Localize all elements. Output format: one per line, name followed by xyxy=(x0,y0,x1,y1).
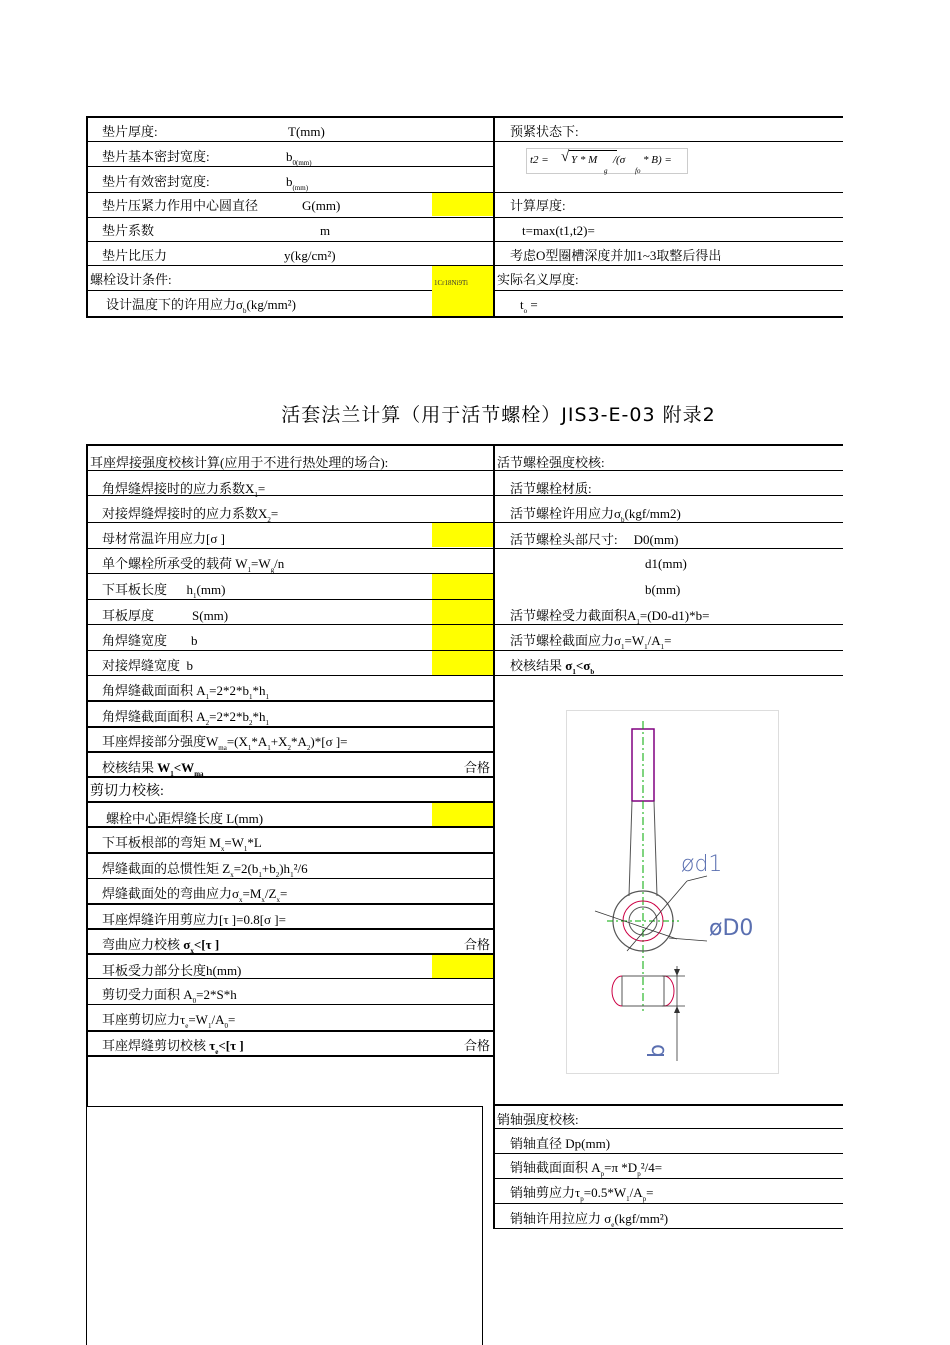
input-cell-L[interactable] xyxy=(432,803,493,826)
gasket-center-diameter-unit: G(mm) xyxy=(302,198,341,213)
hinge-bolt-d1: d1(mm) xyxy=(645,556,687,571)
dim-d1-label: ød1 xyxy=(681,852,723,877)
shear-check-heading: 剪切力校核: xyxy=(90,784,164,799)
hinge-bolt-drawing xyxy=(566,710,779,1074)
dim-b-label: b xyxy=(644,1044,670,1058)
gasket-pressure-label: 垫片比压力 xyxy=(102,248,168,263)
base-metal-stress: 母材常温许用应力[σ ] xyxy=(102,531,225,546)
gasket-factor-label: 垫片系数 xyxy=(102,223,155,238)
hinge-bolt-check: 校核结果 $\sigma_1<\sigma_b$ xyxy=(510,658,595,676)
check-result-3-status: 合格 xyxy=(464,1038,491,1053)
shear-stress: 耳座剪切应力$\tau_e=W_1/A_0=$ xyxy=(102,1012,236,1030)
hinge-bolt-area: 活节螺栓受力截面积$A_1=(D0-d1)*b=$ xyxy=(510,608,710,626)
hinge-bolt-heading: 活节螺栓强度校核: xyxy=(497,455,605,470)
hinge-bolt-allowable: 活节螺栓许用应力$\sigma_b(kgf/mm2)$ xyxy=(510,506,681,524)
check-result-2-status: 合格 xyxy=(464,937,491,952)
check-result-1-status: 合格 xyxy=(464,760,491,775)
formula-t2: t2 = √ Y * M g /(σ fo * B) = xyxy=(526,148,688,174)
bending-stress: 焊缝截面处的弯曲应力$\sigma_x=M_x/Z_x=$ xyxy=(102,886,288,904)
gasket-effective-width-unit: $b_{(mm)}$ xyxy=(286,174,309,192)
input-cell-material[interactable] xyxy=(432,266,493,316)
gasket-factor-unit: m xyxy=(320,223,331,238)
fillet-area-1: 角焊缝截面面积 $A_1=2*2*b_1*h_1$ xyxy=(102,683,269,701)
pin-diameter: 销轴直径 Dp(mm) xyxy=(510,1136,611,1151)
gasket-basic-width-label: 垫片基本密封宽度: xyxy=(102,149,210,164)
pin-allowable-tension: 销轴许用拉应力 $\sigma_e(kgf/mm^2)$ xyxy=(510,1211,669,1229)
input-cell-h1[interactable] xyxy=(432,574,493,599)
pin-shear-stress: 销轴剪应力$\tau_p=0.5*W_1/A_p=$ xyxy=(510,1185,654,1203)
gasket-center-diameter-label: 垫片压紧力作用中心圆直径 xyxy=(102,198,259,213)
moment-of-inertia: 焊缝截面的总惯性矩 $Z_x=2(b_1+b_2)h_1^2/6$ xyxy=(102,861,308,879)
butt-weld-coef: 对接焊缝焊接时的应力系数$X_2=$ xyxy=(102,506,279,524)
pin-area: 销轴截面面积 $A_p=\pi$ $*D_p^2/4=$ xyxy=(510,1160,663,1178)
bolt-design-label: 螺栓设计条件: xyxy=(90,272,172,287)
calc-thickness-label: 计算厚度: xyxy=(510,198,566,213)
plate-length-h: 耳板受力部分长度h(mm) xyxy=(102,963,242,978)
actual-thickness-label: 实际名义厚度: xyxy=(497,272,579,287)
input-cell-h[interactable] xyxy=(432,955,493,978)
input-cell-b1[interactable] xyxy=(432,625,493,650)
hinge-bolt-stress: 活节螺栓截面应力$\sigma_1=W_1/A_1=$ xyxy=(510,633,672,651)
oring-note: 考虑O型圈槽深度并加1~3取整后得出 xyxy=(510,248,722,263)
fillet-weld-coef: 角焊缝焊接时的应力系数$X_1=$ xyxy=(102,481,266,499)
page-title: 活套法兰计算（用于活节螺栓）JIS3-E-03 附录2 xyxy=(281,404,716,426)
gasket-basic-width-unit: $b_{0(mm)}$ xyxy=(286,149,312,167)
lower-plate-length: 下耳板长度 $h_1(mm)$ xyxy=(102,582,226,600)
fillet-area-2: 角焊缝截面面积 $A_2=2*2*b_2*h_1$ xyxy=(102,709,269,727)
plate-thickness: 耳板厚度 S(mm) xyxy=(102,608,229,623)
gasket-pressure-unit: y(kg/cm²) xyxy=(284,248,336,263)
input-cell-b2[interactable] xyxy=(432,651,493,675)
allowable-stress-label: 设计温度下的许用应力$\sigma_b(kg/mm^2)$ xyxy=(106,297,296,315)
bending-moment: 下耳板根部的弯矩 $M_x=W_1*L$ xyxy=(102,835,262,853)
check-result-3: 耳座焊缝剪切校核 $\tau_e<[\tau$ ] xyxy=(102,1038,244,1056)
fillet-weld-width: 角焊缝宽度 b xyxy=(102,633,198,648)
hinge-bolt-head-size: 活节螺栓头部尺寸: D0(mm) xyxy=(510,532,679,547)
t0-label: $t_o$ = xyxy=(520,297,538,315)
bolt-weld-distance: 螺栓中心距焊缝长度 L(mm) xyxy=(106,811,264,826)
check-result-1: 校核结果 $W_1<W_{ma}$ xyxy=(102,760,204,778)
gasket-effective-width-label: 垫片有效密封宽度: xyxy=(102,174,210,189)
weld-strength: 耳座焊接部分强度$W_{ma}=(X_1*A_1+X_2*A_2)*[\sigma$ ]= xyxy=(102,734,348,752)
butt-weld-width: 对接焊缝宽度 b xyxy=(102,658,194,673)
pin-check-heading: 销轴强度校核: xyxy=(497,1112,579,1127)
hinge-bolt-material: 活节螺栓材质: xyxy=(510,481,592,496)
shear-area: 剪切受力面积 $A_0=2*S*h$ xyxy=(102,987,237,1005)
check-result-2: 弯曲应力校核 $\sigma_x<[\tau$ ] xyxy=(102,937,220,955)
gasket-thickness-label: 垫片厚度: xyxy=(102,124,158,139)
input-cell-base-stress[interactable] xyxy=(432,523,493,547)
preload-label: 预紧状态下: xyxy=(510,124,579,139)
input-cell-G[interactable] xyxy=(432,193,493,216)
weld-check-heading: 耳座焊接强度校核计算(应用于不进行热处理的场合): xyxy=(90,455,389,470)
input-cell-S[interactable] xyxy=(432,600,493,624)
dim-D0-label: øD0 xyxy=(709,916,754,941)
hinge-bolt-b: b(mm) xyxy=(645,582,681,597)
bolt-load: 单个螺栓所承受的载荷 $W_1=W_g/n$ xyxy=(102,556,285,574)
gasket-thickness-unit: T(mm) xyxy=(288,124,325,139)
t-max-formula: t=max(t1,t2)= xyxy=(522,223,595,238)
bolt-material: 1Cr18Ni9Ti xyxy=(434,279,468,287)
allowable-shear: 耳座焊缝许用剪应力[τ ]=0.8[σ ]= xyxy=(102,912,286,927)
